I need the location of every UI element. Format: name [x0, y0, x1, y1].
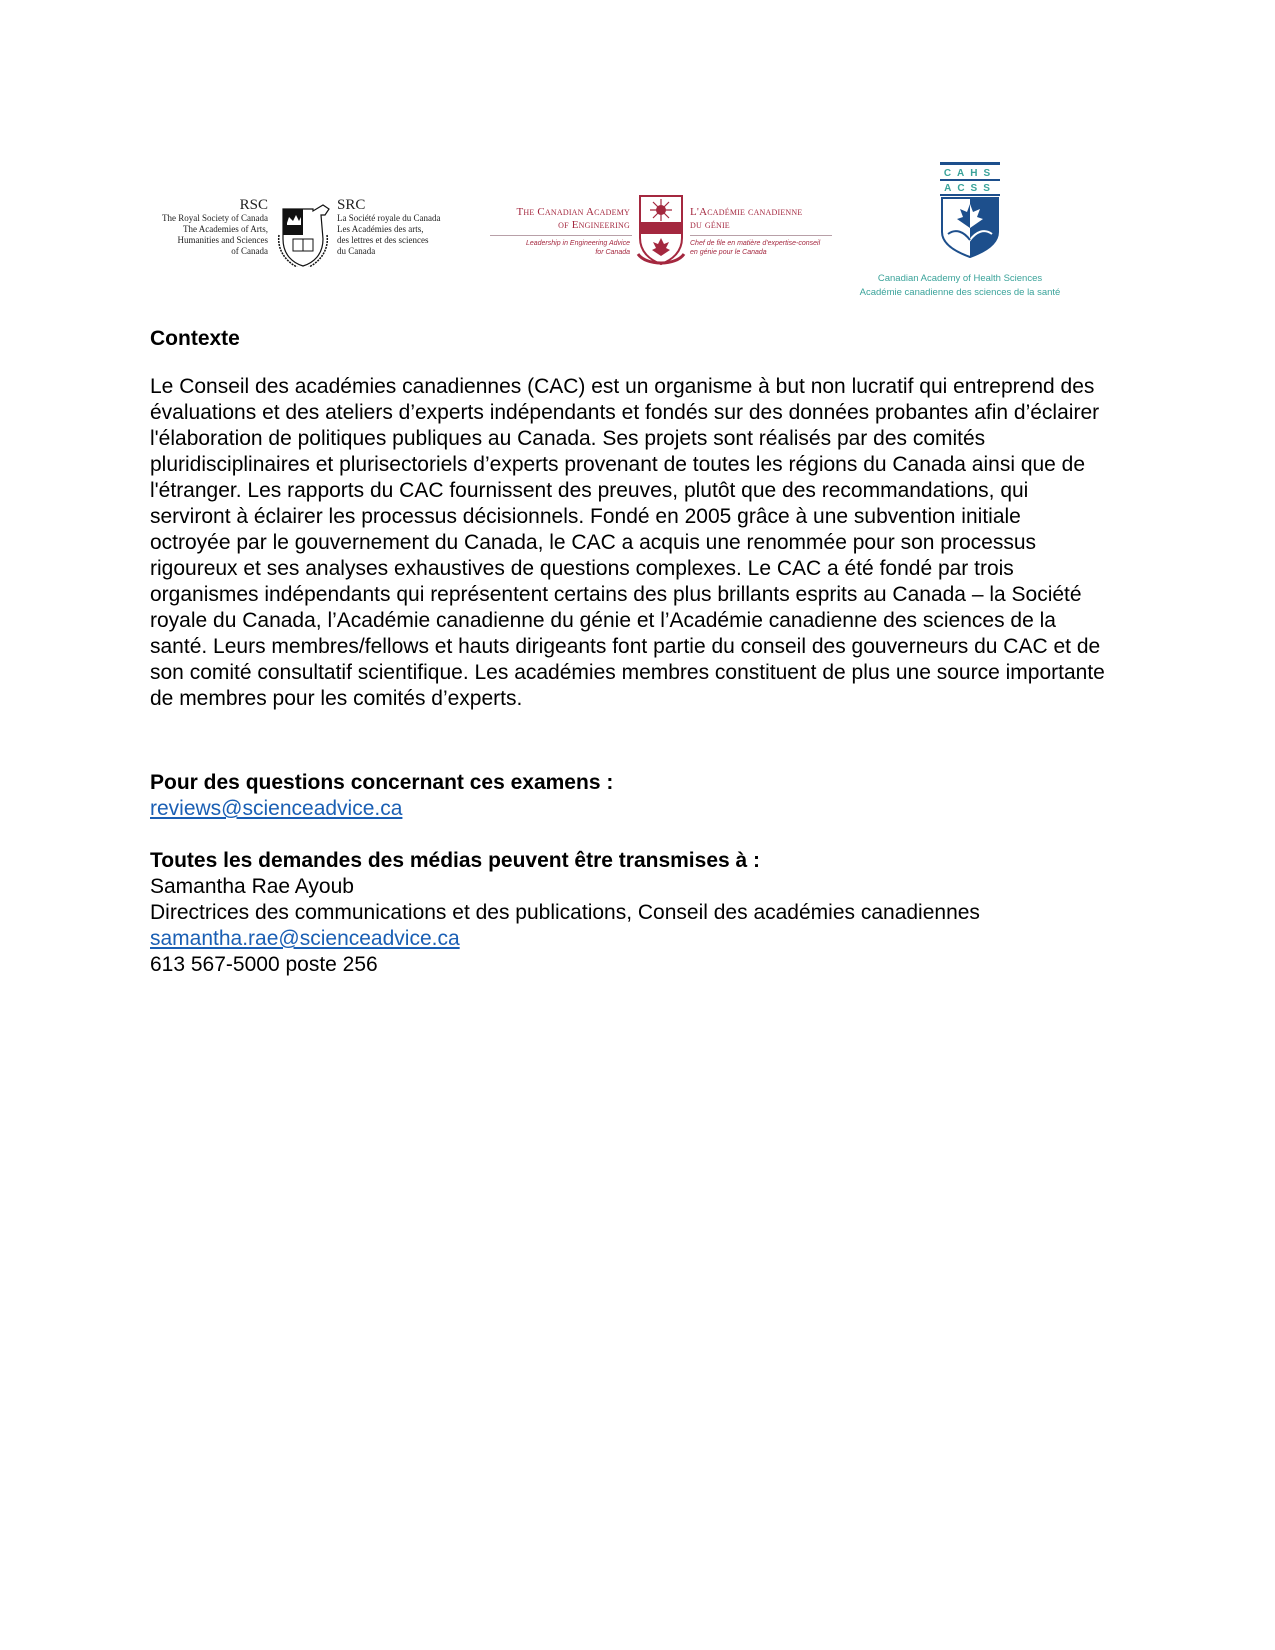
cahs-shield-icon	[938, 162, 1002, 258]
reviews-email-line	[150, 796, 402, 822]
cae-name-en	[490, 206, 630, 232]
context-paragraph: Le Conseil des académies canadiennes (CAC) est un organisme à but non lucratif qui entreprend des évaluations et des ateliers d’experts indépendants et fondés sur des données probantes afin d’éclairer l'élaboration de politiques publiques au Canada. Ses projets sont réalisés par des comités pluridisciplinaires et plurisectoriels d’experts provenant de toutes les régions du Canada ainsi que de l'étranger. Les rapports du CAC fournissent des preuves, plutôt que des recommandations, qui serviront à éclairer les processus décisionnels. Fondé en 2005 grâce à une subvention initiale octroyée par le gouvernement du Canada, le CAC a acquis une renommée pour son processus rigoureux et ses analyses exhaustives de questions complexes. Le CAC a été fondé par trois organismes indépendants qui représentent certains des plus brillants esprits au Canada – la Société royale du Canada, l’Académie canadienne du génie et l’Académie canadienne des sciences de la santé. Leurs membres/fellows et hauts dirigeants font partie du conseil des gouverneurs du CAC et de son comité consultatif scientifique. Les académies membres constituent de plus une source importante de membres pour les comités d’experts.	[150, 375, 1105, 710]
rsc-text-en	[150, 197, 268, 257]
cae-tag-line: en génie pour le Canada	[690, 249, 767, 256]
cae-line: of Engineering	[558, 219, 630, 231]
reviews-label: Pour des questions concernant ces examens :	[150, 771, 614, 794]
cae-name-fr	[690, 206, 840, 232]
rsc-logo	[150, 197, 460, 269]
reviews-email-link[interactable]: reviews@scienceadvice.ca	[150, 797, 403, 820]
cae-crest-icon	[636, 194, 686, 266]
rsc-line: The Academies of Arts,	[183, 224, 268, 234]
cae-divider	[690, 235, 832, 236]
rsc-line: du Canada	[337, 246, 376, 256]
rsc-line: of Canada	[231, 246, 268, 256]
rsc-line: Humanities and Sciences	[177, 235, 268, 245]
rsc-line: des lettres et des sciences	[337, 235, 429, 245]
cahs-name-en: Canadian Academy of Health Sciences	[877, 273, 1043, 284]
rsc-line: La Société royale du Canada	[337, 213, 441, 223]
cae-tag-line: Chef de file en matière d'expertise-conseil	[690, 240, 821, 247]
media-phone: 613 567-5000 poste 256	[150, 953, 378, 976]
media-label: Toutes les demandes des médias peuvent être transmises à :	[150, 849, 761, 872]
cae-line: du génie	[690, 219, 730, 231]
rsc-crest-icon	[273, 201, 333, 267]
cahs-name-fr: Académie canadienne des sciences de la santé	[859, 287, 1061, 298]
media-contact-name: Samantha Rae Ayoub	[150, 875, 354, 898]
rsc-abbr: RSC	[239, 197, 268, 213]
cae-line: The Canadian Academy	[516, 206, 630, 218]
cae-line: L'Académie canadienne	[690, 206, 803, 218]
cahs-name	[820, 272, 1100, 300]
cahs-shield-top: CAHS	[943, 168, 997, 179]
cae-logo	[490, 200, 835, 272]
cae-tagline-fr	[690, 239, 840, 257]
media-email-line	[150, 926, 460, 952]
cae-tag-line: Leadership in Engineering Advice	[525, 240, 630, 247]
media-email-link[interactable]: samantha.rae@scienceadvice.ca	[150, 927, 460, 950]
cae-divider	[490, 235, 632, 236]
cae-tagline-en	[490, 239, 630, 257]
cae-tag-line: for Canada	[595, 249, 630, 256]
src-abbr: SRC	[337, 197, 366, 213]
rsc-line: Les Académies des arts,	[337, 224, 424, 234]
rsc-text-fr	[337, 197, 462, 257]
rsc-line: The Royal Society of Canada	[162, 213, 268, 223]
cahs-shield-bottom: ACSS	[944, 183, 996, 194]
media-contact-title: Directrices des communications et des publications, Conseil des académies canadiennes	[150, 901, 980, 924]
section-heading: Contexte	[150, 327, 240, 350]
